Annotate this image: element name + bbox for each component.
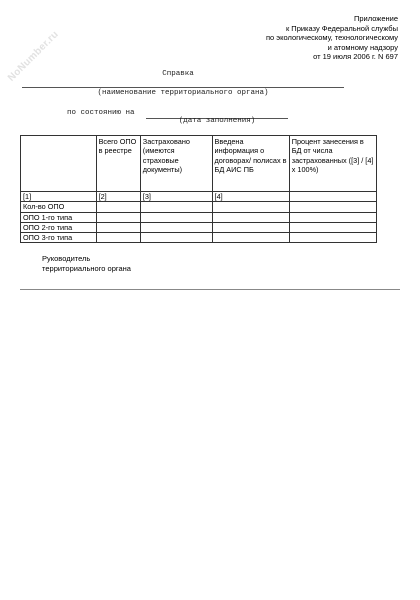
table-cell: ОПО 3-го типа bbox=[21, 233, 97, 243]
header-line: по экологическому, технологическому bbox=[265, 33, 398, 43]
table-cell bbox=[96, 202, 140, 212]
table-cell bbox=[289, 202, 376, 212]
table-cell bbox=[96, 212, 140, 222]
table-cell: [3] bbox=[140, 192, 212, 202]
table-header-row bbox=[21, 136, 377, 192]
date-caption: (дата заполнения) bbox=[178, 117, 256, 125]
table-cell: [4] bbox=[212, 192, 289, 202]
column-header: Введена информация о договорах/ полисах в БД АИС ПБ bbox=[212, 136, 289, 192]
table-cell bbox=[289, 212, 376, 222]
table-row bbox=[21, 212, 377, 222]
table-cell bbox=[212, 202, 289, 212]
table-cell bbox=[289, 192, 376, 202]
column-header: Застраховано (имеются страховые документы) bbox=[140, 136, 212, 192]
document-title: Справка bbox=[162, 70, 194, 78]
header-line: от 19 июля 2006 г. N 697 bbox=[313, 52, 398, 62]
org-name-field-line bbox=[22, 87, 344, 88]
table-cell bbox=[289, 233, 376, 243]
report-table bbox=[20, 135, 377, 243]
header-line: Приложение bbox=[354, 14, 398, 23]
table-cell bbox=[96, 233, 140, 243]
table-row bbox=[21, 202, 377, 212]
column-header: Всего ОПО в реестре bbox=[96, 136, 140, 192]
table-cell: Кол-во ОПО bbox=[21, 202, 97, 212]
signature-rule bbox=[20, 289, 400, 290]
column-index-row bbox=[21, 192, 377, 202]
watermark: NoNumber.ru bbox=[6, 28, 61, 84]
org-name-caption: (наименование территориального органа) bbox=[97, 89, 269, 97]
table-row bbox=[21, 233, 377, 243]
signatory-block bbox=[42, 254, 131, 273]
table-cell: [1] bbox=[21, 192, 97, 202]
header-line: к Приказу Федеральной службы bbox=[285, 23, 398, 33]
table-cell bbox=[289, 222, 376, 232]
table-cell bbox=[212, 222, 289, 232]
header-line: и атомному надзору bbox=[327, 42, 398, 52]
table-cell bbox=[140, 212, 212, 222]
as-of-label: по состоянию на bbox=[67, 109, 135, 117]
table-cell bbox=[140, 222, 212, 232]
signatory-title: Руководитель bbox=[42, 254, 91, 263]
column-header: Процент занесения в БД от числа застрахованных ([3] / [4] x 100%) bbox=[289, 136, 376, 192]
table-cell bbox=[212, 233, 289, 243]
table-cell bbox=[96, 222, 140, 232]
column-header bbox=[21, 136, 97, 192]
table-cell: ОПО 2-го типа bbox=[21, 222, 97, 232]
table-cell bbox=[212, 212, 289, 222]
table-cell: [2] bbox=[96, 192, 140, 202]
table-cell bbox=[140, 202, 212, 212]
appendix-header bbox=[266, 14, 398, 62]
signatory-org: территориального органа bbox=[42, 263, 131, 273]
table-cell bbox=[140, 233, 212, 243]
table-cell: ОПО 1-го типа bbox=[21, 212, 97, 222]
table-row bbox=[21, 222, 377, 232]
